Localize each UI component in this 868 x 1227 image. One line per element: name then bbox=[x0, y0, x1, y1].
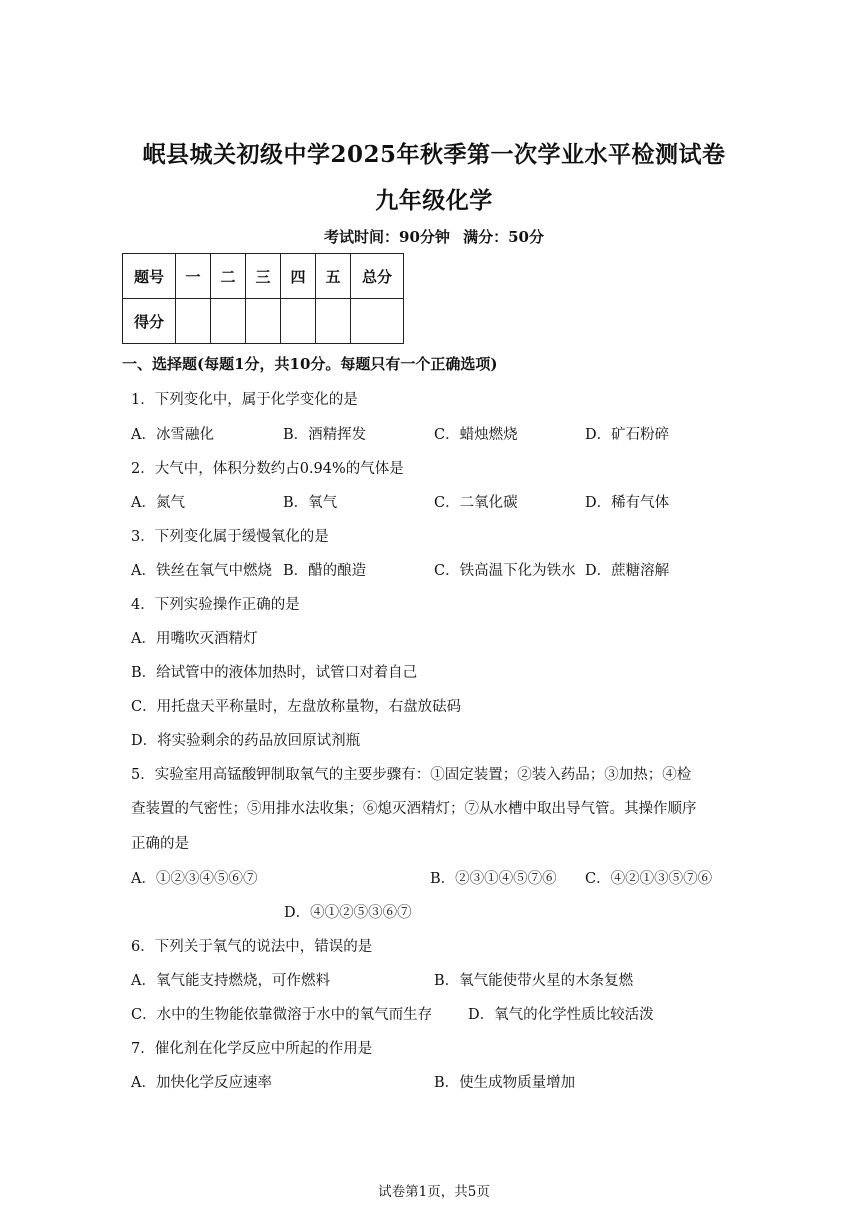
score-input-total[interactable] bbox=[351, 299, 404, 344]
score-cell-4: 四 bbox=[281, 254, 316, 299]
score-table-score-row bbox=[123, 299, 404, 344]
q3-option-b: B．醋的酿造 bbox=[283, 563, 367, 579]
q4-option-c: C．用托盘天平称量时，左盘放称量物，右盘放砝码 bbox=[131, 699, 462, 715]
score-input-3[interactable] bbox=[246, 299, 281, 344]
q6-option-d: D．氧气的化学性质比较活泼 bbox=[468, 1007, 654, 1023]
question-4-stem: 4．下列实验操作正确的是 bbox=[131, 597, 300, 613]
q7-option-b: B．使生成物质量增加 bbox=[434, 1075, 576, 1091]
question-2-stem: 2．大气中，体积分数约占0.94%的气体是 bbox=[131, 461, 404, 477]
score-input-4[interactable] bbox=[281, 299, 316, 344]
score-cell-5: 五 bbox=[316, 254, 351, 299]
question-1-stem: 1．下列变化中，属于化学变化的是 bbox=[131, 392, 358, 408]
q3-option-c: C．铁高温下化为铁水 bbox=[434, 563, 576, 579]
q2-option-c: C．二氧化碳 bbox=[434, 495, 518, 511]
question-5-stem-line-1: 5．实验室用高锰酸钾制取氧气的主要步骤有：①固定装置；②装入药品；③加热；④检 bbox=[131, 767, 692, 783]
q1-option-c: C．蜡烛燃烧 bbox=[434, 427, 518, 443]
score-input-1[interactable] bbox=[176, 299, 211, 344]
score-cell-2: 二 bbox=[211, 254, 246, 299]
score-row-label: 得分 bbox=[123, 299, 176, 344]
score-input-2[interactable] bbox=[211, 299, 246, 344]
question-5-stem-line-2: 查装置的气密性；⑤用排水法收集；⑥熄灭酒精灯；⑦从水槽中取出导气管。其操作顺序 bbox=[131, 801, 697, 817]
page-footer: 试卷第1页，共5页 bbox=[378, 1184, 490, 1200]
q1-option-b: B．酒精挥发 bbox=[283, 427, 367, 443]
q2-option-b: B．氧气 bbox=[283, 495, 338, 511]
exam-title: 岷县城关初级中学2025年秋季第一次学业水平检测试卷 bbox=[142, 141, 726, 168]
q5-option-d: D．④①②⑤③⑥⑦ bbox=[284, 905, 412, 921]
exam-time: 考试时间：90分钟 bbox=[324, 228, 450, 246]
question-6-stem: 6．下列关于氧气的说法中，错误的是 bbox=[131, 939, 373, 955]
section-heading: 一、选择题(每题1分，共10分。每题只有一个正确选项) bbox=[122, 355, 498, 373]
score-cell-3: 三 bbox=[246, 254, 281, 299]
exam-subtitle: 九年级化学 bbox=[375, 187, 493, 214]
score-cell-label: 题号 bbox=[123, 254, 176, 299]
q6-option-a: A．氧气能支持燃烧，可作燃料 bbox=[131, 973, 330, 989]
question-3-stem: 3．下列变化属于缓慢氧化的是 bbox=[131, 529, 329, 545]
q3-option-a: A．铁丝在氧气中燃烧 bbox=[131, 563, 272, 579]
q6-option-b: B．氧气能使带火星的木条复燃 bbox=[434, 973, 634, 989]
q2-option-d: D．稀有气体 bbox=[585, 495, 670, 511]
score-cell-total: 总分 bbox=[351, 254, 404, 299]
exam-meta bbox=[0, 226, 868, 247]
q5-option-b: B．②③①④⑤⑦⑥ bbox=[430, 871, 557, 887]
q3-option-d: D．蔗糖溶解 bbox=[585, 563, 670, 579]
full-score: 满分：50分 bbox=[463, 228, 544, 246]
score-table bbox=[122, 253, 404, 344]
q4-option-b: B．给试管中的液体加热时，试管口对着自己 bbox=[131, 665, 418, 681]
score-cell-1: 一 bbox=[176, 254, 211, 299]
q1-option-d: D．矿石粉碎 bbox=[585, 427, 670, 443]
q5-option-a: A．①②③④⑤⑥⑦ bbox=[131, 871, 258, 887]
score-input-5[interactable] bbox=[316, 299, 351, 344]
score-table-header-row bbox=[123, 254, 404, 299]
q4-option-a: A．用嘴吹灭酒精灯 bbox=[131, 631, 258, 647]
q6-option-c: C．水中的生物能依靠微溶于水中的氧气而生存 bbox=[131, 1007, 433, 1023]
q1-option-a: A．冰雪融化 bbox=[131, 427, 214, 443]
question-5-stem-line-3: 正确的是 bbox=[131, 836, 189, 852]
q4-option-d: D．将实验剩余的药品放回原试剂瓶 bbox=[131, 733, 361, 749]
q2-option-a: A．氮气 bbox=[131, 495, 185, 511]
q5-option-c: C．④②①③⑤⑦⑥ bbox=[585, 871, 713, 887]
question-7-stem: 7．催化剂在化学反应中所起的作用是 bbox=[131, 1041, 373, 1057]
q7-option-a: A．加快化学反应速率 bbox=[131, 1075, 272, 1091]
